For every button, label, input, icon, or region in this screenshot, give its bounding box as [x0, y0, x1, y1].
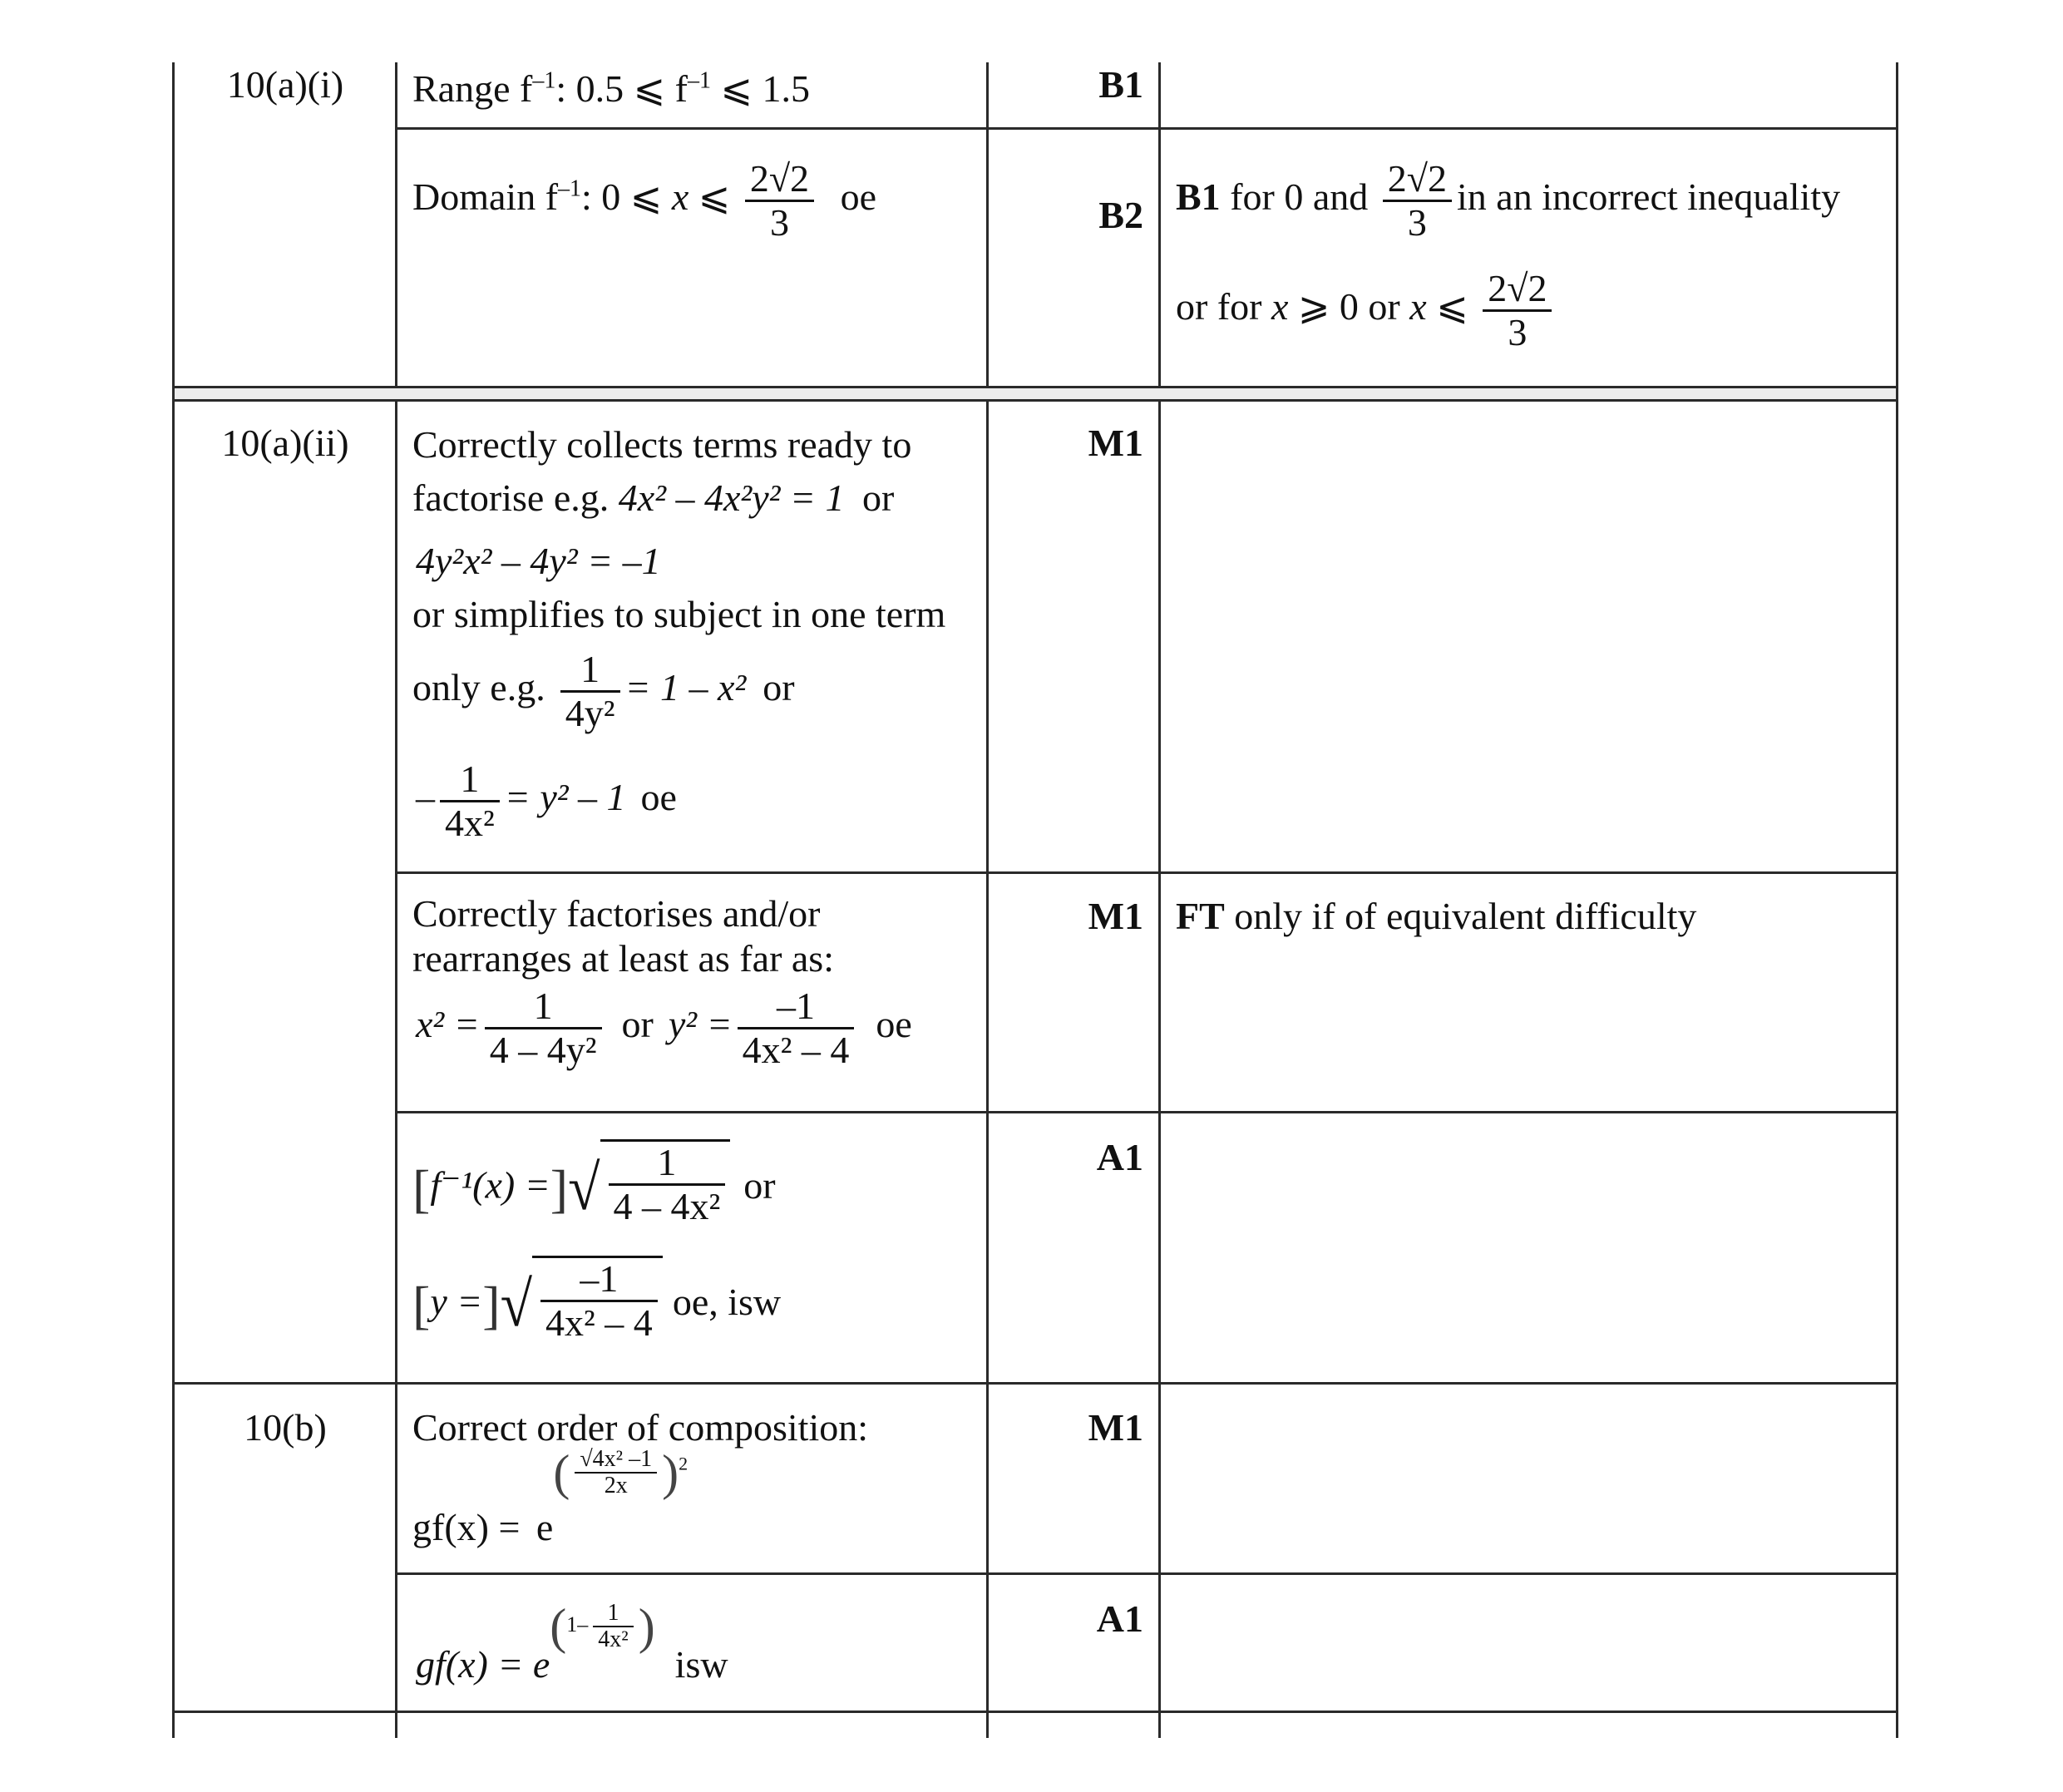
grid-line [172, 62, 175, 1738]
fraction: $\frac{1}{\text{4 – 4x²}}$ [609, 1142, 726, 1227]
answer-line: gf(x) = e( $\frac{\text{√4x² –1}}{2x}$ )$^2$ [412, 1445, 688, 1548]
answer-line: x² = $\frac{1}{\text{4 – 4y²}}$ or y² = $\frac{-1}{\text{4x² – 4}}$ oe [416, 985, 912, 1071]
fraction: $\frac{\text{√4x² –1}}{2x}$ [575, 1447, 657, 1498]
answer-line: only e.g. $\frac{1}{\text{4y²}}$ = 1 – x² or [412, 648, 795, 734]
grid-line [1896, 62, 1898, 1738]
grid-line [395, 127, 1898, 130]
answer-domain: Domain $f^{-1}$: 0 ⩽ x ⩽ $\frac{2√2}{3}$ oe [412, 157, 876, 244]
fraction: $\frac{2√2}{3}$ [1483, 268, 1552, 353]
grid-line [395, 1111, 1898, 1113]
answer-line: [y =] √ $\frac{-1}{\text{4x² – 4}}$ oe, isw [412, 1256, 781, 1355]
question-id: 10(a)(ii) [221, 422, 349, 464]
exponent: (1– $\frac{1}{\text{4x²}}$ ) [550, 1599, 655, 1654]
answer-range: Range $f^{-1}$: 0.5 ⩽ $f^{-1}$ ⩽ 1.5 [412, 67, 811, 110]
question-id: 10(a)(i) [226, 63, 344, 106]
fraction: $\frac{2√2}{3}$ [745, 158, 814, 244]
sqrt: √ $\frac{-1}{\text{4x² – 4}}$ [501, 1256, 663, 1355]
mark-code: A1 [1096, 1597, 1143, 1640]
grid-line [172, 1711, 1898, 1713]
fraction: $\frac{2√2}{3}$ [1383, 158, 1452, 244]
answer-line: or simplifies to subject in one term [412, 593, 946, 635]
row-separator [175, 388, 1896, 399]
grid-line [395, 871, 1898, 874]
fraction: $\frac{1}{\text{4x²}}$ [593, 1601, 633, 1652]
fraction: $\frac{1}{\text{4 – 4y²}}$ [485, 985, 602, 1071]
mark-code: B1 [1098, 63, 1143, 106]
answer-line: factorise e.g. 4x² – 4x²y² = 1 or [412, 476, 895, 519]
guidance-ft: FT only if of equivalent difficulty [1176, 895, 1697, 937]
exponent: ( $\frac{\text{√4x² –1}}{2x}$ )$^2$ [553, 1445, 688, 1500]
answer-line: rearranges at least as far as: [412, 937, 834, 980]
mark-code: M1 [1088, 422, 1143, 464]
answer-line: Correctly collects terms ready to [412, 423, 912, 466]
mark-code: B2 [1098, 194, 1143, 236]
grid-line [986, 62, 989, 1738]
sqrt: √ $\frac{1}{\text{4 – 4x²}}$ [568, 1139, 730, 1239]
fraction: $\frac{1}{\text{4x²}}$ [440, 758, 500, 844]
mark-code: M1 [1088, 1406, 1143, 1449]
answer-line: gf(x) = e(1– $\frac{1}{\text{4x²}}$ )isw [416, 1599, 728, 1686]
grid-line [1158, 62, 1161, 1738]
answer-line: Correct order of composition: [412, 1406, 869, 1449]
guidance-b1: B1 for 0 and $\frac{2√2}{3}$ in an incorrect inequality [1176, 157, 1841, 244]
grid-line [395, 62, 397, 1738]
answer-line: [f⁻¹(x) =] √ $\frac{1}{\text{4 – 4x²}}$ or [412, 1139, 776, 1239]
answer-line: 4y²x² – 4y² = –1 [416, 540, 661, 582]
fraction: $\frac{1}{\text{4y²}}$ [560, 649, 620, 734]
answer-line: – $\frac{1}{\text{4x²}}$ = y² – 1 oe [416, 758, 677, 844]
grid-line [172, 399, 1898, 402]
mark-code: M1 [1088, 895, 1143, 937]
grid-line [172, 1382, 1898, 1385]
fraction: $\frac{-1}{\text{4x² – 4}}$ [738, 985, 855, 1071]
fraction: $\frac{-1}{\text{4x² – 4}}$ [540, 1258, 658, 1344]
guidance-b1-line2: or for x ⩾ 0 or x ⩽ $\frac{2√2}{3}$ [1176, 268, 1557, 353]
question-id: 10(b) [244, 1406, 327, 1449]
answer-line: Correctly factorises and/or [412, 892, 821, 935]
mark-code: A1 [1096, 1136, 1143, 1178]
grid-line [395, 1572, 1898, 1575]
